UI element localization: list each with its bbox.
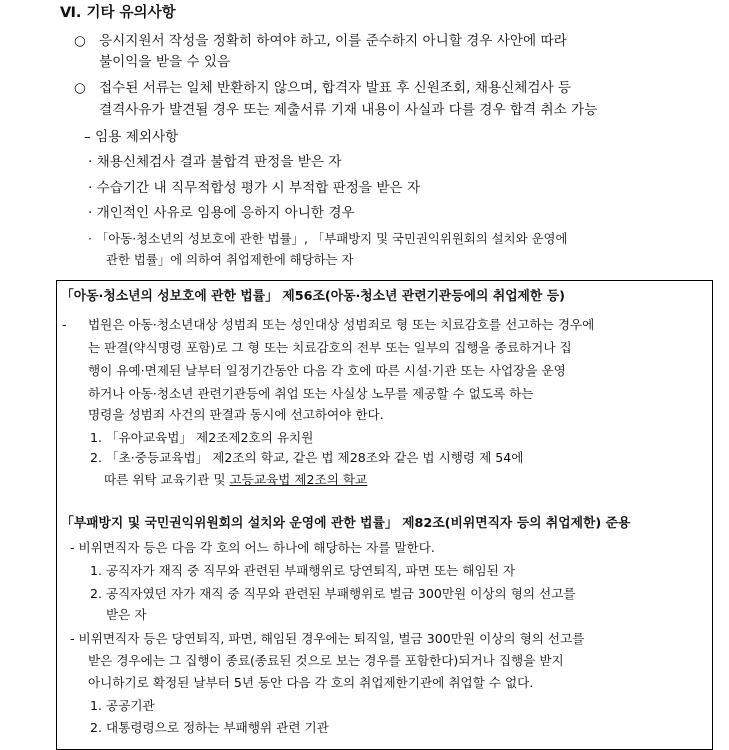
- law1-para-line: 는 판결(약식명령 포함)로 그 형 또는 치료감호의 전부 또는 일부의 집행을 종료하거나 집: [88, 340, 572, 355]
- notice-item-1-line-2: 불이익을 받을 수 있음: [99, 54, 231, 70]
- law2-heading: 「부패방지 및 국민권익위원회의 설치와 운영에 관한 법률」 제82조(비위면직자 등의 취업제한) 준용: [61, 516, 631, 531]
- law1-para-line: 하거나 아동·청소년 관련기관등에 취업 또는 사실상 노무를 제공할 수 없도록 하는: [88, 386, 534, 401]
- law1-item-2-underlined: 고등교육법 제2조의 학교: [229, 472, 368, 487]
- law2-item-2-line-1: 2. 공직자였던 자가 재직 중 직무와 관련된 부패행위로 벌금 300만원 이상의 형의 선고를: [90, 586, 576, 601]
- law1-dash: -: [62, 317, 67, 332]
- law1-item-2-line-1: 2. 「초·중등교육법」 제2조의 학교, 같은 법 제28조와 같은 법 시행령 제 54에: [90, 450, 524, 465]
- law1-item-1: 1. 「유아교육법」 제2조제2호의 유치원: [90, 430, 314, 445]
- law1-item-2-line-2: [104, 471, 367, 489]
- exclusion-item: · 채용신체검사 결과 불합격 판정을 받은 자: [88, 154, 342, 170]
- law2-intro: - 비위면직자 등은 다음 각 호의 어느 하나에 해당하는 자를 말한다.: [70, 540, 435, 555]
- law2-para-line: 받은 경우에는 그 집행이 종료(종료된 것으로 보는 경우를 포함한다)되거나 집행을 받지: [88, 653, 564, 668]
- law1-para-line: 행이 유예·면제된 날부터 일정기간동안 다음 각 호에 따른 시설·기관 또는 사업장을 운영: [88, 363, 566, 378]
- law2-para-line: 아니하기로 확정된 날부터 5년 동안 다음 각 호의 취업제한기관에 취업할 수 없다.: [88, 675, 534, 690]
- law2-item-2-line-2: 받은 자: [106, 607, 147, 622]
- notice-item-2-line-2: 결격사유가 발견될 경우 또는 제출서류 기재 내용이 사실과 다를 경우 합격 취소 가능: [99, 102, 598, 118]
- law2-item-4: 2. 대통령령으로 정하는 부패행위 관련 기관: [90, 720, 329, 735]
- bullet-circle: ○: [74, 80, 86, 96]
- notice-item-1-line-1: 응시지원서 작성을 정확히 하여야 하고, 이를 준수하지 아니할 경우 사안에 따라: [99, 33, 567, 49]
- law1-heading: 「아동·청소년의 성보호에 관한 법률」 제56조(아동·청소년 관련기관등에의 취업제한 등): [61, 289, 565, 304]
- bullet-circle: ○: [74, 33, 86, 49]
- exclusion-item: · 수습기간 내 직무적합성 평가 시 부적합 판정을 받은 자: [88, 180, 421, 196]
- exclusion-item: · 「아동·청소년의 성보호에 관한 법률」, 「부패방지 및 국민권익위원회의 설치와 운영에: [88, 231, 568, 246]
- law1-item-2-prefix: 따른 위탁 교육기관 및: [104, 472, 230, 487]
- law2-item-3: 1. 공공기관: [90, 698, 155, 713]
- notice-item-2-line-1: 접수된 서류는 일체 반환하지 않으며, 합격자 발표 후 신원조회, 채용신체검사 등: [99, 80, 572, 96]
- law1-para-line: 명령을 성범죄 사건의 판결과 동시에 선고하여야 한다.: [88, 407, 384, 422]
- exclusion-item-continued: 관한 법률」에 의하여 취업제한에 해당하는 자: [106, 252, 354, 267]
- exclusions-heading: – 임용 제외사항: [84, 129, 179, 145]
- section-title: Ⅵ. 기타 유의사항: [60, 5, 176, 21]
- exclusion-item: · 개인적인 사유로 임용에 응하지 아니한 경우: [88, 205, 355, 221]
- law2-item-1: 1. 공직자가 재직 중 직무와 관련된 부패행위로 당연퇴직, 파면 또는 해임된 자: [90, 563, 516, 578]
- law2-para-line: - 비위면직자 등은 당연퇴직, 파면, 해임된 경우에는 퇴직일, 벌금 300만원 이상의 형의 선고를: [70, 631, 585, 646]
- law1-para-line: 법원은 아동·청소년대상 성범죄 또는 성인대상 성범죄로 형 또는 치료감호를 선고하는 경우에: [88, 317, 595, 332]
